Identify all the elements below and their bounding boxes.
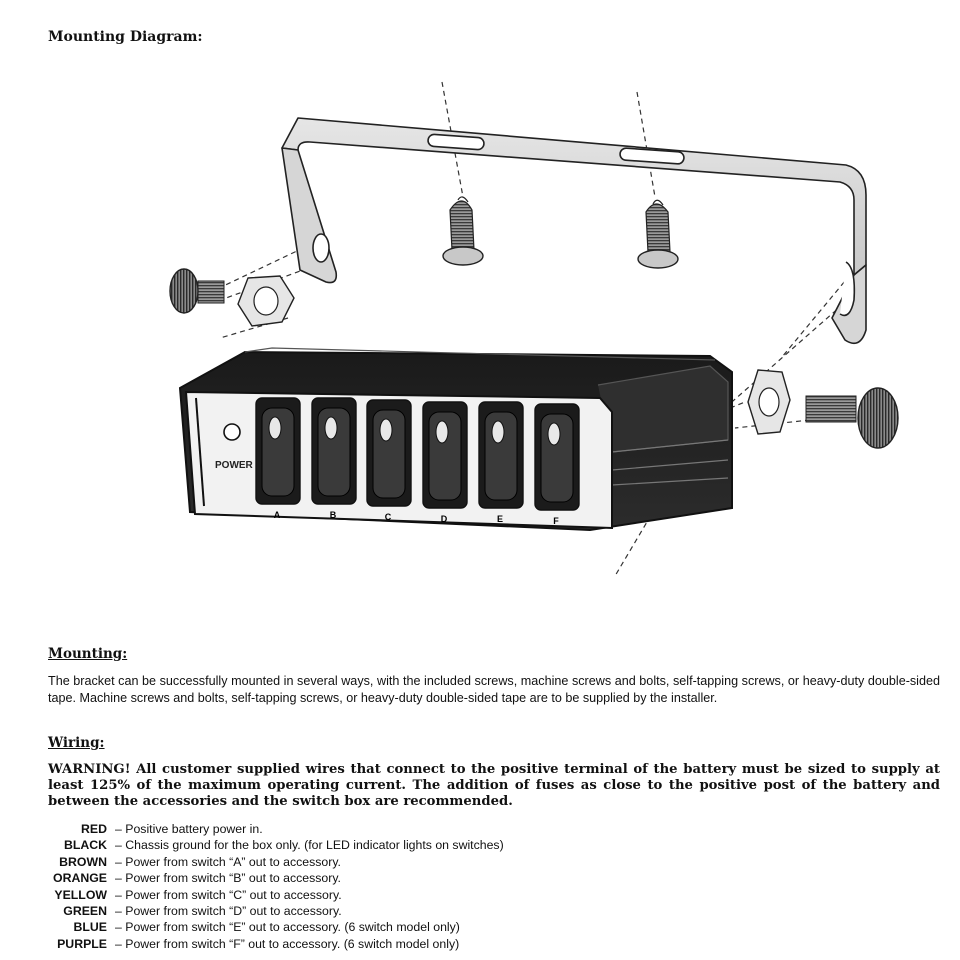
wire-list [40, 821, 504, 952]
wire-color: BROWN [59, 854, 107, 869]
wire-color: GREEN [63, 903, 107, 918]
nut-icon [748, 370, 790, 434]
wire-row [40, 919, 504, 935]
wire-row [40, 870, 504, 886]
wiring-heading: Wiring: [48, 735, 105, 751]
switch-letter-b: B [329, 510, 337, 520]
switch-letter-e: E [496, 514, 504, 524]
switch-letter-d: D [440, 514, 448, 524]
switch-letter-a: A [273, 510, 281, 520]
rocker-switch-d [423, 402, 467, 524]
screw-icon [638, 200, 678, 268]
wire-row [40, 837, 504, 853]
bolt-icon [806, 388, 898, 448]
wire-row [40, 854, 504, 870]
mounting-heading: Mounting: [48, 646, 128, 662]
bolt-icon [170, 269, 224, 313]
wire-description: – Chassis ground for the box only. (for LED indicator lights on switches) [115, 838, 504, 853]
switch-letter-f: F [553, 516, 559, 526]
wire-description: – Positive battery power in. [115, 822, 263, 836]
wire-color: PURPLE [57, 936, 107, 951]
wire-description: – Power from switch “F” out to accessory. (6 switch model only) [115, 936, 460, 951]
wire-row [40, 936, 504, 952]
wiring-warning: WARNING! All customer supplied wires that connect to the positive terminal of the battery must be sized to supply at least 125% of the maximum operating current. The addition of fuses as close to the positive post of the battery and between the accessories and the switch box are recommended. [48, 762, 940, 809]
wire-row [40, 887, 504, 903]
wire-description: – Power from switch “E” out to accessory. (6 switch model only) [115, 920, 460, 935]
bracket-icon [282, 118, 866, 343]
rocker-switch-e [479, 402, 523, 524]
switch-letter-c: C [384, 512, 392, 522]
wire-description: – Power from switch “B” out to accessory. [115, 871, 341, 886]
switch-box-icon [180, 348, 732, 530]
page-title: Mounting Diagram: [48, 29, 203, 45]
screw-icon [443, 197, 483, 265]
rocker-switch-a [256, 398, 300, 520]
wire-color: YELLOW [54, 887, 107, 902]
wire-color: ORANGE [53, 871, 107, 886]
rocker-switch-f [535, 404, 579, 526]
wire-color: BLUE [73, 920, 107, 935]
rocker-switch-b [312, 398, 356, 520]
mounting-text: The bracket can be successfully mounted in several ways, with the included screws, machine screws and bolts, self-tapping screws, or heavy-duty double-sided tape. Machine screws and bolts, self-tapping screws, or heavy-duty double-sided tape are to be supplied by the installer. [48, 674, 940, 705]
wire-description: – Power from switch “A” out to accessory. [115, 854, 341, 869]
wire-row [40, 903, 504, 919]
wire-row [40, 821, 504, 837]
wire-description: – Power from switch “D” out to accessory. [115, 903, 342, 918]
rocker-switch-c [367, 400, 411, 522]
wire-color: RED [81, 822, 107, 836]
wire-description: – Power from switch “C” out to accessory. [115, 887, 342, 902]
power-label: POWER [215, 460, 253, 471]
wire-color: BLACK [63, 838, 107, 853]
